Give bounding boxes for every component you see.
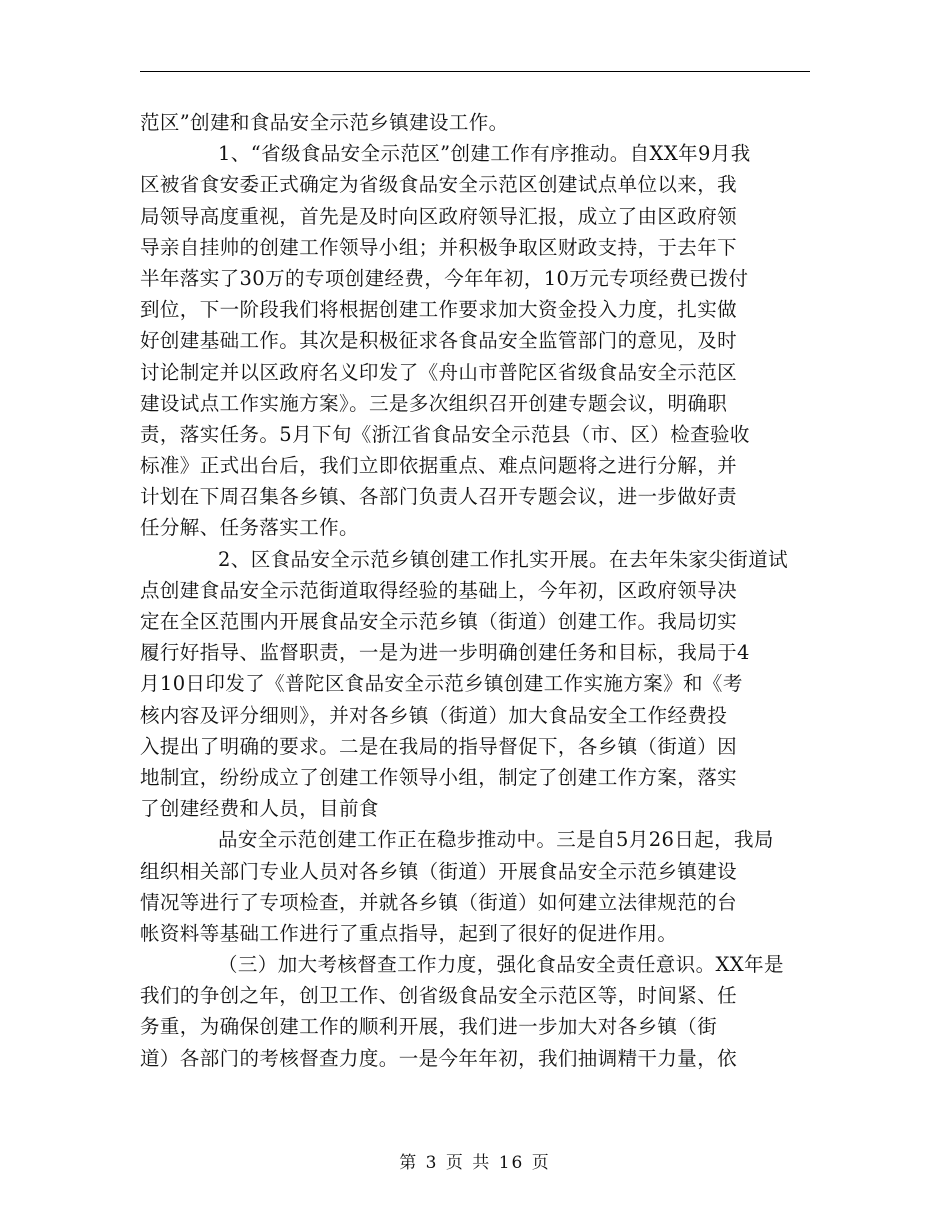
text-line: 好创建基础工作。其次是积极征求各食品安全监管部门的意见，及时	[140, 329, 738, 353]
text-line: 导亲自挂帅的创建工作领导小组；并积极争取区财政支持，于去年下	[140, 235, 738, 259]
page-number: 第 3 页 共 16 页	[399, 1153, 551, 1173]
text-line: 定在全区范围内开展食品安全示范乡镇（街道）创建工作。我局切实	[140, 610, 738, 633]
text-line: 品安全示范创建工作正在稳步推动中。三是自5月26日起，我局	[218, 828, 774, 852]
text-line: 组织相关部门专业人员对各乡镇（街道）开展食品安全示范乡镇建设	[140, 859, 738, 883]
text-line: 核内容及评分细则》，并对各乡镇（街道）加大食品安全工作经费投	[140, 703, 728, 727]
text-line: 帐资料等基础工作进行了重点指导，起到了很好的促进作用。	[140, 921, 678, 945]
text-line: 局领导高度重视，首先是及时向区政府领导汇报，成立了由区政府领	[140, 204, 738, 228]
text-line: 1、“省级食品安全示范区”创建工作有序推动。自XX年9月我	[218, 142, 751, 166]
text-line: 2、区食品安全示范乡镇创建工作扎实开展。在去年朱家尖街道试	[218, 547, 789, 571]
text-line: 我们的争创之年，创卫工作、创省级食品安全示范区等，时间紧、任	[140, 984, 738, 1008]
text-line: 入提出了明确的要求。二是在我局的指导督促下，各乡镇（街道）因	[140, 734, 738, 758]
text-line: 到位，下一阶段我们将根据创建工作要求加大资金投入力度，扎实做	[140, 298, 738, 322]
text-line: 建设试点工作实施方案》。三是多次组织召开创建专题会议，明确职	[140, 391, 728, 415]
text-line: 月10日印发了《普陀区食品安全示范乡镇创建工作实施方案》和《考	[140, 672, 743, 696]
text-line: 计划在下周召集各乡镇、各部门负责人召开专题会议，进一步做好责	[140, 485, 738, 509]
text-line: 讨论制定并以区政府名义印发了《舟山市普陀区省级食品安全示范区	[140, 360, 738, 384]
text-line: 务重，为确保创建工作的顺利开展，我们进一步加大对各乡镇（街	[140, 1015, 718, 1039]
text-line: 地制宜，纷纷成立了创建工作领导小组，制定了创建工作方案，落实	[140, 765, 738, 789]
text-line: （三）加大考核督查工作力度，强化食品安全责任意识。XX年是	[218, 953, 784, 977]
text-line: 任分解、任务落实工作。	[140, 516, 359, 540]
text-line: 点创建食品安全示范街道取得经验的基础上，今年初，区政府领导决	[140, 578, 738, 602]
text-line: 情况等进行了专项检查，并就各乡镇（街道）如何建立法律规范的台	[140, 890, 738, 914]
text-line: 半年落实了30万的专项创建经费，今年年初，10万元专项经费已拨付	[140, 266, 749, 290]
text-line: 区被省食安委正式确定为省级食品安全示范区创建试点单位以来，我	[140, 173, 738, 197]
text-line: 道）各部门的考核督查力度。一是今年年初，我们抽调精干力量，依	[140, 1046, 738, 1070]
text-line: 了创建经费和人员，目前食	[140, 797, 379, 821]
header-rule	[140, 71, 810, 72]
document-body	[140, 107, 810, 1074]
text-line: 标准》正式出台后，我们立即依据重点、难点问题将之进行分解，并	[140, 454, 738, 478]
text-line: 范区”创建和食品安全示范乡镇建设工作。	[140, 111, 509, 134]
text-line: 履行好指导、监督职责，一是为进一步明确创建任务和目标，我局于4	[140, 641, 750, 665]
text-line: 责，落实任务。5月下旬《浙江省食品安全示范县（市、区）检查验收	[140, 422, 750, 446]
